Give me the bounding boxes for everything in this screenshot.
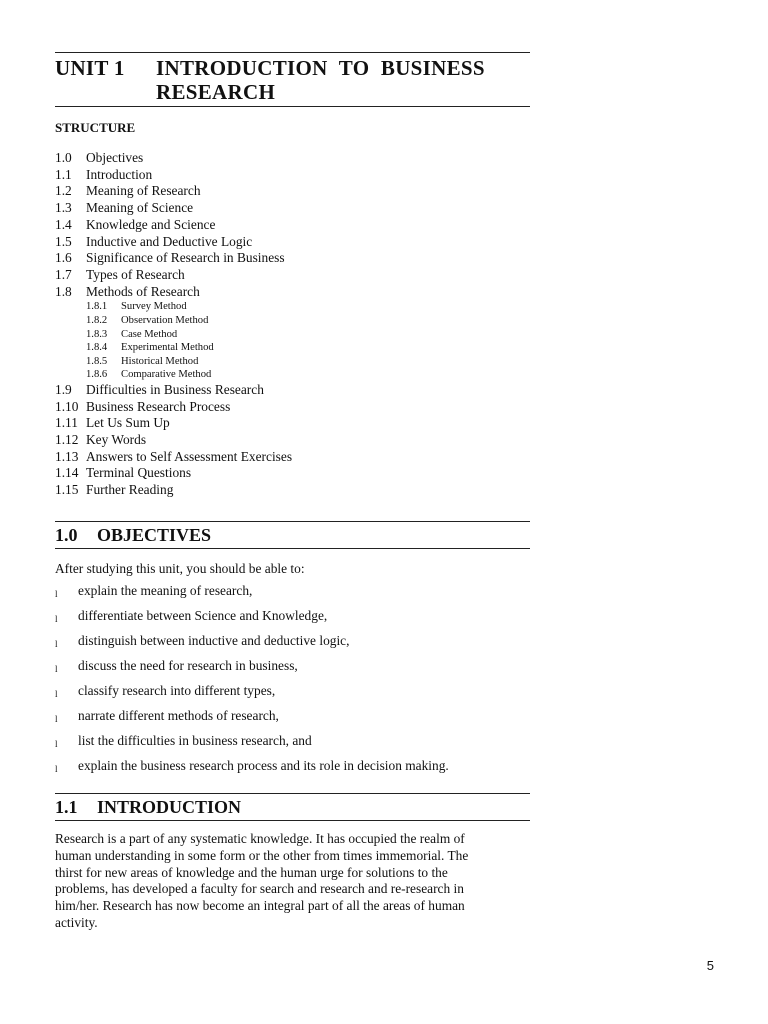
introduction-heading: [55, 793, 530, 821]
toc-item-number: 1.9: [55, 381, 72, 397]
page-number: 5: [706, 958, 714, 973]
toc-item-number: 1.2: [55, 183, 72, 199]
bullet-icon: l: [55, 589, 58, 599]
toc-item: [55, 183, 530, 200]
objective-item: [55, 658, 530, 683]
toc-item: [55, 267, 530, 284]
section-title: [55, 794, 530, 820]
toc-subitem: [55, 368, 530, 382]
toc-item-label: Introduction: [86, 166, 153, 182]
toc-item-label: Knowledge and Science: [86, 216, 216, 232]
toc-item-label: Meaning of Science: [86, 200, 194, 216]
toc-item: [55, 200, 530, 217]
toc-item: [55, 382, 530, 399]
bottom-rule: [55, 106, 530, 107]
section-label: OBJECTIVES: [97, 525, 212, 545]
objectives-intro: After studying this unit, you should be able to:: [55, 561, 305, 576]
toc-item-number: 1.15: [55, 482, 79, 498]
objective-text: distinguish between inductive and deductive logic,: [78, 633, 350, 648]
toc-item: [55, 250, 530, 267]
toc-subitem-label: Observation Method: [121, 314, 209, 326]
toc-item-label: Significance of Research in Business: [86, 250, 285, 266]
objective-item: [55, 683, 530, 708]
toc-subitem-number: 1.8.4: [86, 342, 108, 354]
introduction-paragraph: [55, 831, 530, 932]
bullet-icon: l: [55, 614, 58, 624]
toc-subitem-number: 1.8.6: [86, 369, 108, 381]
objective-item: [55, 733, 530, 758]
toc-subitem-number: 1.8.5: [86, 355, 108, 367]
toc-item-number: 1.5: [55, 233, 72, 249]
toc-item-number: 1.10: [55, 398, 79, 414]
toc-item: [55, 415, 530, 432]
bullet-icon: l: [55, 714, 58, 724]
toc-item-number: 1.1: [55, 166, 72, 182]
objective-text: differentiate between Science and Knowledge,: [78, 608, 328, 623]
paragraph-line: problems, has developed a faculty for search and research and re-research in: [55, 881, 464, 897]
toc-item: [55, 482, 530, 499]
toc-item-label: Types of Research: [86, 266, 185, 282]
toc-item-label: Inductive and Deductive Logic: [86, 233, 253, 249]
paragraph-line: thirst for new areas of knowledge and the human urge for solutions to the: [55, 864, 448, 880]
objective-text: explain the meaning of research,: [78, 583, 253, 598]
toc-subitem-number: 1.8.2: [86, 314, 108, 326]
section-bottom-rule: [55, 820, 530, 821]
objective-text: list the difficulties in business research, and: [78, 733, 312, 748]
section-label: INTRODUCTION: [97, 797, 242, 817]
unit-heading: INTRODUCTION TO BUSINESS RESEARCH: [156, 56, 485, 104]
toc-subitem-number: 1.8.3: [86, 328, 108, 340]
toc-item-label: Answers to Self Assessment Exercises: [86, 448, 293, 464]
toc-item-number: 1.0: [55, 150, 72, 165]
toc-item: [55, 399, 530, 416]
toc-subitem-label: Survey Method: [121, 301, 187, 313]
toc-subitem: [55, 341, 530, 355]
toc-item-label: Meaning of Research: [86, 183, 201, 199]
unit-title: [55, 53, 530, 106]
toc-item-label: Objectives: [86, 150, 144, 165]
paragraph-line: him/her. Research has now become an integral part of all the areas of human: [55, 898, 465, 914]
objective-text: narrate different methods of research,: [78, 708, 279, 723]
bullet-icon: l: [55, 639, 58, 649]
paragraph-line: activity.: [55, 914, 98, 930]
bullet-icon: l: [55, 664, 58, 674]
bullet-icon: l: [55, 689, 58, 699]
toc-subitem-label: Historical Method: [121, 355, 199, 367]
toc-item: [55, 217, 530, 234]
section-bottom-rule: [55, 548, 530, 549]
structure-list: [55, 150, 530, 499]
section-title: [55, 522, 530, 548]
toc-item-label: Business Research Process: [86, 398, 231, 414]
toc-item-label: Key Words: [86, 432, 147, 447]
toc-item-number: 1.7: [55, 266, 72, 282]
toc-subitem: [55, 300, 530, 314]
objective-text: discuss the need for research in business,: [78, 658, 298, 673]
toc-subitem: [55, 355, 530, 369]
toc-item: [55, 167, 530, 184]
toc-item-number: 1.4: [55, 216, 72, 232]
toc-item: [55, 234, 530, 251]
section-number: 1.0: [55, 525, 78, 545]
objectives-heading: [55, 521, 530, 549]
structure-heading: STRUCTURE: [55, 120, 136, 135]
objective-item: [55, 633, 530, 658]
section-number: 1.1: [55, 797, 78, 817]
toc-subitem-label: Comparative Method: [121, 369, 212, 381]
toc-item-number: 1.12: [55, 432, 79, 447]
objective-item: [55, 583, 530, 608]
toc-subitem-number: 1.8.1: [86, 301, 108, 313]
toc-subitem: [55, 314, 530, 328]
toc-subitem: [55, 328, 530, 342]
paragraph-line: Research is a part of any systematic knowledge. It has occupied the realm of: [55, 831, 465, 846]
toc-item: [55, 284, 530, 301]
objective-item: [55, 708, 530, 733]
toc-item-label: Further Reading: [86, 482, 174, 498]
paragraph-line: human understanding in some form or the other from times immemorial. The: [55, 847, 469, 863]
toc-item-label: Terminal Questions: [86, 465, 192, 481]
objective-item: [55, 608, 530, 633]
toc-item: [55, 449, 530, 466]
objective-item: [55, 758, 530, 783]
objectives-list: [55, 583, 530, 783]
objective-text: classify research into different types,: [78, 683, 276, 698]
unit-header: [55, 52, 530, 107]
toc-item: [55, 432, 530, 449]
bullet-icon: l: [55, 739, 58, 749]
toc-item-number: 1.6: [55, 250, 72, 266]
toc-item-number: 1.14: [55, 465, 79, 481]
toc-item-label: Let Us Sum Up: [86, 415, 170, 431]
objective-text: explain the business research process and its role in decision making.: [78, 758, 449, 773]
bullet-icon: l: [55, 764, 58, 774]
unit-number: UNIT 1: [55, 56, 125, 80]
toc-item-label: Difficulties in Business Research: [86, 381, 264, 397]
toc-item-label: Methods of Research: [86, 283, 200, 299]
toc-item-number: 1.11: [55, 415, 78, 431]
toc-item-number: 1.3: [55, 200, 72, 216]
toc-subitem-label: Case Method: [121, 328, 178, 340]
toc-item: [55, 150, 530, 167]
toc-item-number: 1.8: [55, 283, 72, 299]
toc-subitem-label: Experimental Method: [121, 342, 214, 354]
toc-item-number: 1.13: [55, 448, 79, 464]
toc-item: [55, 465, 530, 482]
